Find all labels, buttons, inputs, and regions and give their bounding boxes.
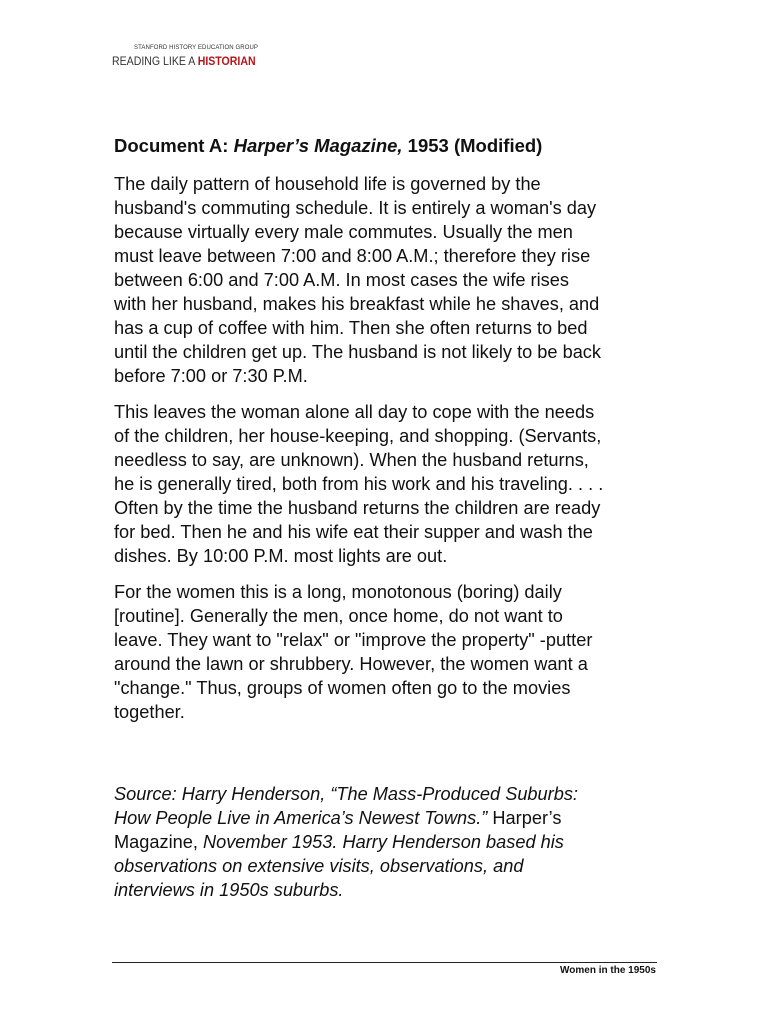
logo-brand-prefix: READING LIKE A bbox=[112, 54, 198, 68]
document-title-italic: Harper’s Magazine, bbox=[233, 135, 403, 156]
paragraph-3: For the women this is a long, monotonous (boring) daily [routine]. Generally the men, once home, do not want to leave. They want to "relax" or "improve the property" -putter around the lawn or shrubbery. However, the women want a "change." Thus, groups of women often go to the movies together. bbox=[114, 582, 593, 722]
document-body bbox=[114, 172, 674, 736]
document-title-prefix: Document A: bbox=[114, 135, 234, 156]
source-citation-part-1: Source: Harry Henderson, “The Mass-Produced Suburbs: How People Live in America’s Newest Towns.” bbox=[114, 784, 578, 828]
document-title-suffix: 1953 (Modified) bbox=[402, 135, 543, 156]
logo-brand-highlight: HISTORIAN bbox=[197, 54, 256, 68]
footer-label: Women in the 1950s bbox=[560, 965, 656, 976]
source-citation bbox=[114, 782, 674, 902]
reading-like-a-historian-logo bbox=[112, 44, 312, 69]
footer-divider bbox=[112, 962, 657, 963]
document-title bbox=[114, 134, 542, 158]
paragraph-2: This leaves the woman alone all day to cope with the needs of the children, her house-keeping, and shopping. (Servants, needless to say, are unknown). When the husband returns, he is generally tired, both from his work and his traveling. . . . Often by the time the husband returns the children are ready for bed. Then he and his wife eat their supper and wash the dishes. By 10:00 P.M. most lights are out. bbox=[114, 402, 604, 566]
paragraph-1: The daily pattern of household life is governed by the husband's commuting schedule. It is entirely a woman's day because virtually every male commutes. Usually the men must leave between 7:00 and 8:00 A.M.; therefore they rise between 6:00 and 7:00 A.M. In most cases the wife rises with her husband, makes his breakfast while he shaves, and has a cup of coffee with him. Then she often returns to bed until the children get up. The husband is not likely to be back before 7:00 or 7:30 P.M. bbox=[114, 174, 601, 386]
source-citation-part-3: November 1953. Harry Henderson based his observations on extensive visits, observations, and interviews in 1950s suburbs. bbox=[114, 832, 564, 900]
logo-org-line: STANFORD HISTORY EDUCATION GROUP bbox=[134, 45, 258, 51]
source-citation-part-2: Harper’s Magazine, bbox=[114, 808, 562, 852]
logo-brand bbox=[112, 53, 288, 69]
